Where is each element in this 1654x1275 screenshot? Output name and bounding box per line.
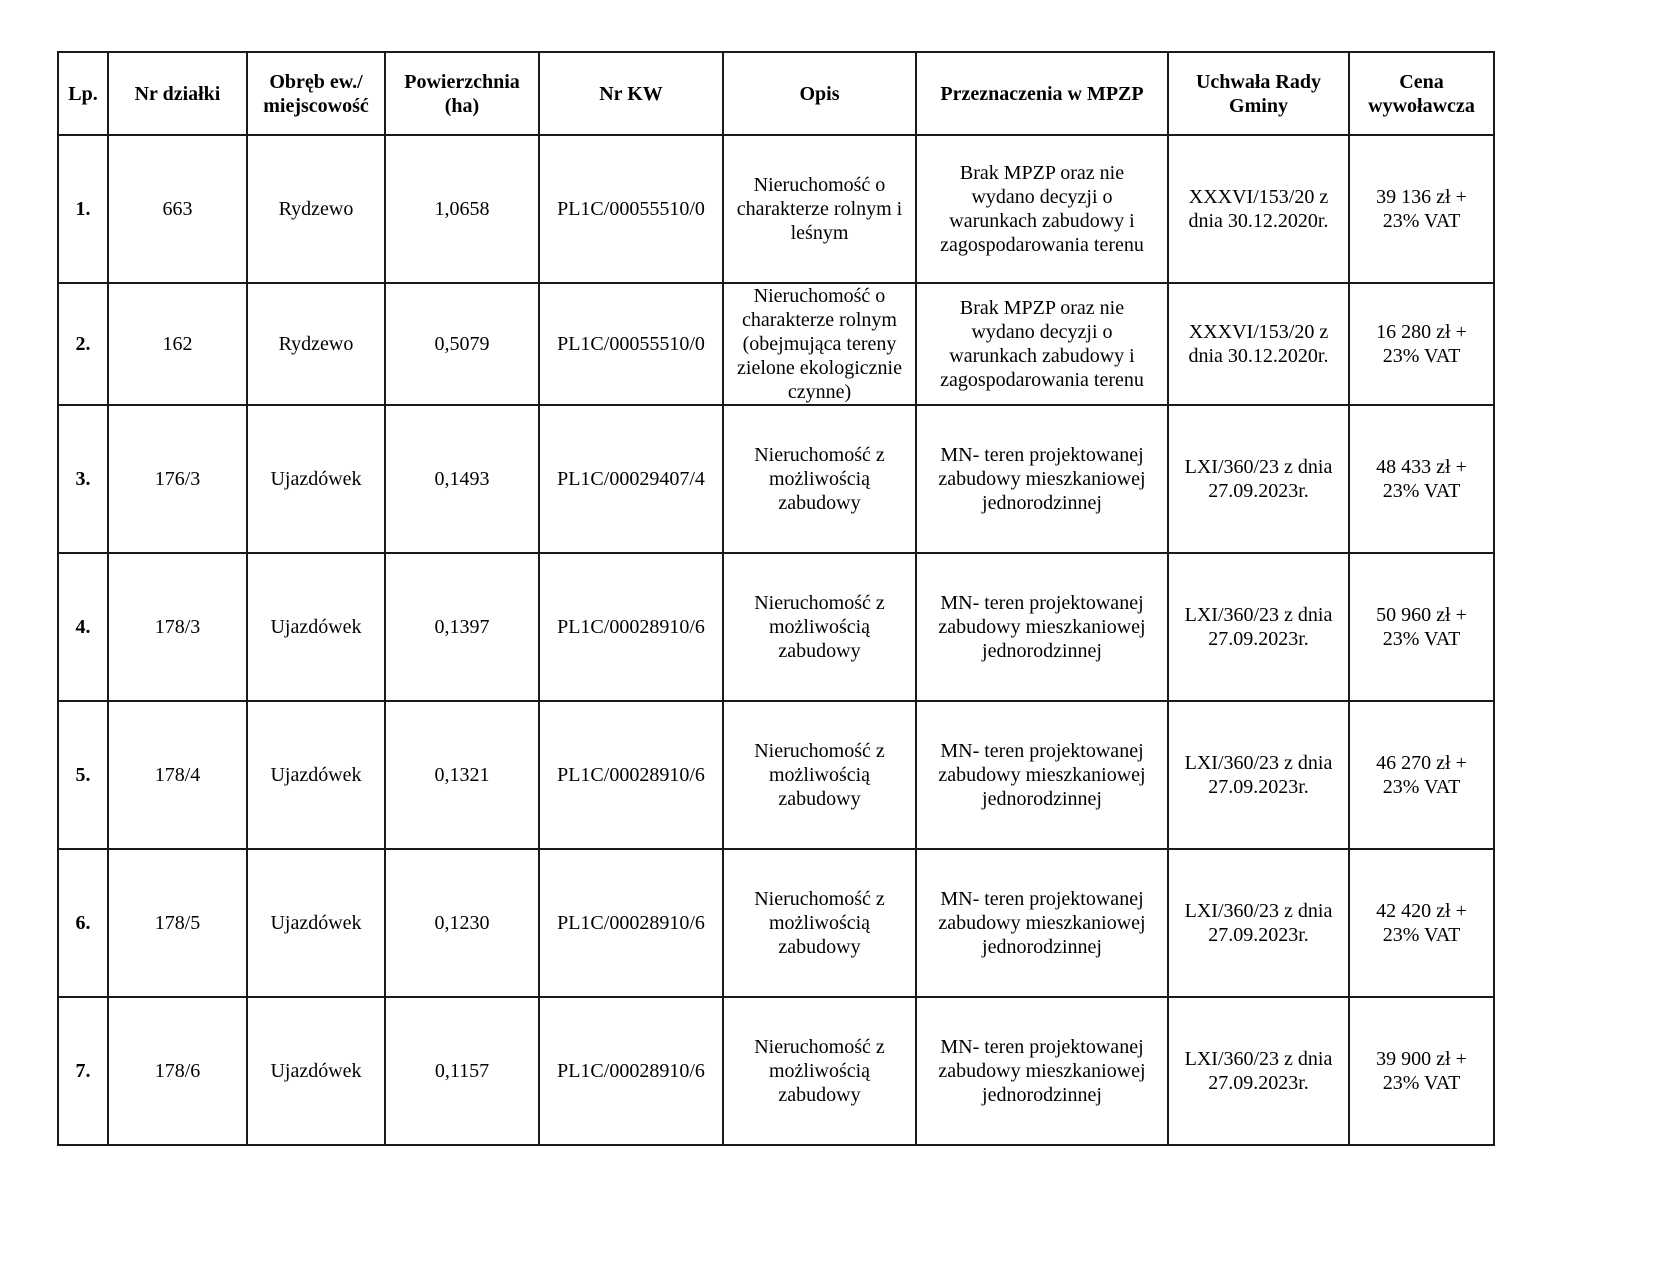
table-body [58, 135, 1494, 1145]
cell-cena-line: 23% VAT [1382, 628, 1461, 650]
cell-nr-kw: PL1C/00028910/6 [539, 849, 723, 997]
cell-opis-line: Nieruchomość z [754, 1036, 885, 1058]
table-header-row [58, 52, 1494, 135]
cell-przeznaczenie-line: jednorodzinnej [982, 788, 1102, 810]
cell-uchwala-line: 27.09.2023r. [1208, 924, 1309, 946]
cell-opis [723, 849, 916, 997]
cell-lp: 7. [58, 997, 108, 1145]
cell-opis [723, 701, 916, 849]
cell-cena [1349, 849, 1494, 997]
cell-cena-line: 23% VAT [1382, 924, 1461, 946]
cell-nr-kw: PL1C/00055510/0 [539, 135, 723, 283]
cell-uchwala-line: 27.09.2023r. [1208, 776, 1309, 798]
header-przeznaczenie: Przeznaczenia w MPZP [916, 52, 1168, 135]
cell-opis-line: charakterze rolnym i [736, 198, 903, 220]
header-nr-kw: Nr KW [539, 52, 723, 135]
table-row [58, 701, 1494, 849]
cell-nr-dzialki: 178/4 [108, 701, 247, 849]
cell-nr-kw: PL1C/00028910/6 [539, 553, 723, 701]
cell-obreb: Rydzewo [247, 135, 385, 283]
table-row [58, 405, 1494, 553]
cell-nr-kw: PL1C/00028910/6 [539, 701, 723, 849]
cell-obreb: Rydzewo [247, 283, 385, 405]
cell-cena-line: 23% VAT [1382, 345, 1461, 367]
cell-powierzchnia: 0,1397 [385, 553, 539, 701]
cell-cena-line: 46 270 zł + [1376, 752, 1467, 774]
cell-opis-line: zabudowy [778, 788, 861, 810]
cell-przeznaczenie-line: jednorodzinnej [982, 936, 1102, 958]
cell-uchwala [1168, 405, 1349, 553]
cell-lp: 4. [58, 553, 108, 701]
cell-cena [1349, 701, 1494, 849]
cell-nr-kw: PL1C/00028910/6 [539, 997, 723, 1145]
cell-cena-line: 23% VAT [1382, 210, 1461, 232]
cell-opis-line: Nieruchomość z [754, 888, 885, 910]
cell-uchwala [1168, 135, 1349, 283]
cell-cena-line: 16 280 zł + [1376, 321, 1467, 343]
cell-przeznaczenie-line: zabudowy mieszkaniowej [938, 912, 1146, 934]
cell-przeznaczenie-line: zabudowy mieszkaniowej [938, 764, 1146, 786]
cell-uchwala-line: LXI/360/23 z dnia [1184, 900, 1333, 922]
cell-opis-line: Nieruchomość z [754, 740, 885, 762]
cell-przeznaczenie-line: warunkach zabudowy i [949, 210, 1135, 232]
cell-przeznaczenie-line: warunkach zabudowy i [949, 345, 1135, 367]
cell-nr-dzialki: 178/3 [108, 553, 247, 701]
cell-uchwala [1168, 997, 1349, 1145]
cell-uchwala-line: LXI/360/23 z dnia [1184, 752, 1333, 774]
cell-nr-dzialki: 178/5 [108, 849, 247, 997]
cell-przeznaczenie [916, 849, 1168, 997]
cell-przeznaczenie-line: zagospodarowania terenu [940, 369, 1144, 391]
cell-cena-line: 23% VAT [1382, 480, 1461, 502]
cell-opis-line: zabudowy [778, 640, 861, 662]
cell-opis-line: zabudowy [778, 492, 861, 514]
cell-opis [723, 405, 916, 553]
cell-opis-line: Nieruchomość z [754, 444, 885, 466]
cell-nr-kw: PL1C/00029407/4 [539, 405, 723, 553]
cell-powierzchnia: 0,1493 [385, 405, 539, 553]
cell-przeznaczenie-line: MN- teren projektowanej [940, 444, 1144, 466]
cell-lp: 1. [58, 135, 108, 283]
cell-przeznaczenie-line: Brak MPZP oraz nie [959, 162, 1125, 184]
cell-uchwala [1168, 283, 1349, 405]
cell-cena [1349, 553, 1494, 701]
cell-obreb: Ujazdówek [247, 997, 385, 1145]
cell-przeznaczenie-line: jednorodzinnej [982, 640, 1102, 662]
cell-przeznaczenie-line: zabudowy mieszkaniowej [938, 468, 1146, 490]
cell-cena-line: 48 433 zł + [1376, 456, 1467, 478]
cell-uchwala-line: LXI/360/23 z dnia [1184, 1048, 1333, 1070]
cell-obreb: Ujazdówek [247, 553, 385, 701]
table-row [58, 135, 1494, 283]
cell-opis [723, 135, 916, 283]
cell-uchwala-line: 27.09.2023r. [1208, 628, 1309, 650]
table-row [58, 553, 1494, 701]
header-uchwala: Uchwała Rady Gminy [1168, 52, 1349, 135]
cell-powierzchnia: 0,1321 [385, 701, 539, 849]
cell-opis-line: zielone ekologicznie [737, 357, 902, 379]
table-row [58, 997, 1494, 1145]
cell-przeznaczenie-line: MN- teren projektowanej [940, 740, 1144, 762]
cell-przeznaczenie-line: zabudowy mieszkaniowej [938, 616, 1146, 638]
cell-powierzchnia: 0,1157 [385, 997, 539, 1145]
cell-uchwala-line: LXI/360/23 z dnia [1184, 604, 1333, 626]
cell-obreb: Ujazdówek [247, 849, 385, 997]
cell-cena-line: 42 420 zł + [1376, 900, 1467, 922]
plots-table [57, 51, 1495, 1146]
cell-uchwala-line: 27.09.2023r. [1208, 1072, 1309, 1094]
cell-opis-line: możliwością [768, 1060, 871, 1082]
cell-lp: 6. [58, 849, 108, 997]
cell-cena-line: 39 136 zł + [1376, 186, 1467, 208]
cell-przeznaczenie-line: wydano decyzji o [971, 186, 1113, 208]
header-cena: Cena wywoławcza [1349, 52, 1494, 135]
cell-cena-line: 39 900 zł + [1376, 1048, 1467, 1070]
cell-przeznaczenie-line: Brak MPZP oraz nie [959, 297, 1125, 319]
cell-opis-line: możliwością [768, 616, 871, 638]
cell-przeznaczenie-line: zagospodarowania terenu [940, 234, 1144, 256]
cell-przeznaczenie [916, 405, 1168, 553]
cell-nr-dzialki: 178/6 [108, 997, 247, 1145]
table-row [58, 849, 1494, 997]
cell-przeznaczenie-line: jednorodzinnej [982, 1084, 1102, 1106]
cell-cena [1349, 283, 1494, 405]
cell-nr-dzialki: 176/3 [108, 405, 247, 553]
cell-uchwala-line: XXXVI/153/20 z [1188, 186, 1329, 208]
cell-przeznaczenie-line: MN- teren projektowanej [940, 592, 1144, 614]
cell-cena [1349, 997, 1494, 1145]
cell-uchwala-line: 27.09.2023r. [1208, 480, 1309, 502]
cell-uchwala-line: LXI/360/23 z dnia [1184, 456, 1333, 478]
cell-opis [723, 283, 916, 405]
cell-opis-line: możliwością [768, 912, 871, 934]
cell-przeznaczenie-line: zabudowy mieszkaniowej [938, 1060, 1146, 1082]
cell-uchwala-line: dnia 30.12.2020r. [1188, 345, 1329, 367]
cell-przeznaczenie [916, 283, 1168, 405]
cell-opis-line: zabudowy [778, 936, 861, 958]
cell-powierzchnia: 1,0658 [385, 135, 539, 283]
cell-przeznaczenie [916, 553, 1168, 701]
header-obreb: Obręb ew./ miejscowość [247, 52, 385, 135]
cell-cena-line: 23% VAT [1382, 1072, 1461, 1094]
cell-powierzchnia: 0,5079 [385, 283, 539, 405]
cell-przeznaczenie [916, 135, 1168, 283]
cell-uchwala [1168, 849, 1349, 997]
cell-przeznaczenie-line: MN- teren projektowanej [940, 1036, 1144, 1058]
cell-przeznaczenie-line: MN- teren projektowanej [940, 888, 1144, 910]
cell-opis-line: (obejmująca tereny [742, 333, 897, 355]
cell-przeznaczenie [916, 701, 1168, 849]
cell-opis-line: Nieruchomość z [754, 592, 885, 614]
cell-przeznaczenie [916, 997, 1168, 1145]
cell-cena-line: 50 960 zł + [1376, 604, 1467, 626]
cell-uchwala [1168, 553, 1349, 701]
header-nr-dzialki: Nr działki [108, 52, 247, 135]
cell-opis-line: charakterze rolnym [742, 309, 897, 331]
cell-nr-dzialki: 663 [108, 135, 247, 283]
cell-przeznaczenie-line: wydano decyzji o [971, 321, 1113, 343]
cell-przeznaczenie-line: jednorodzinnej [982, 492, 1102, 514]
cell-uchwala-line: XXXVI/153/20 z [1188, 321, 1329, 343]
cell-cena [1349, 405, 1494, 553]
cell-cena-line: 23% VAT [1382, 776, 1461, 798]
cell-uchwala [1168, 701, 1349, 849]
cell-opis-line: zabudowy [778, 1084, 861, 1106]
header-powierzchnia: Powierzchnia (ha) [385, 52, 539, 135]
table-row [58, 283, 1494, 405]
cell-opis-line: czynne) [787, 381, 852, 403]
cell-opis-line: Nieruchomość o [753, 174, 886, 196]
cell-nr-dzialki: 162 [108, 283, 247, 405]
cell-lp: 3. [58, 405, 108, 553]
cell-cena [1349, 135, 1494, 283]
cell-nr-kw: PL1C/00055510/0 [539, 283, 723, 405]
cell-powierzchnia: 0,1230 [385, 849, 539, 997]
header-opis: Opis [723, 52, 916, 135]
header-lp: Lp. [58, 52, 108, 135]
cell-obreb: Ujazdówek [247, 405, 385, 553]
cell-opis-line: możliwością [768, 764, 871, 786]
cell-opis-line: Nieruchomość o [753, 285, 886, 307]
cell-opis-line: leśnym [790, 222, 849, 244]
cell-opis [723, 997, 916, 1145]
cell-opis-line: możliwością [768, 468, 871, 490]
cell-obreb: Ujazdówek [247, 701, 385, 849]
cell-uchwala-line: dnia 30.12.2020r. [1188, 210, 1329, 232]
cell-lp: 2. [58, 283, 108, 405]
cell-opis [723, 553, 916, 701]
cell-lp: 5. [58, 701, 108, 849]
